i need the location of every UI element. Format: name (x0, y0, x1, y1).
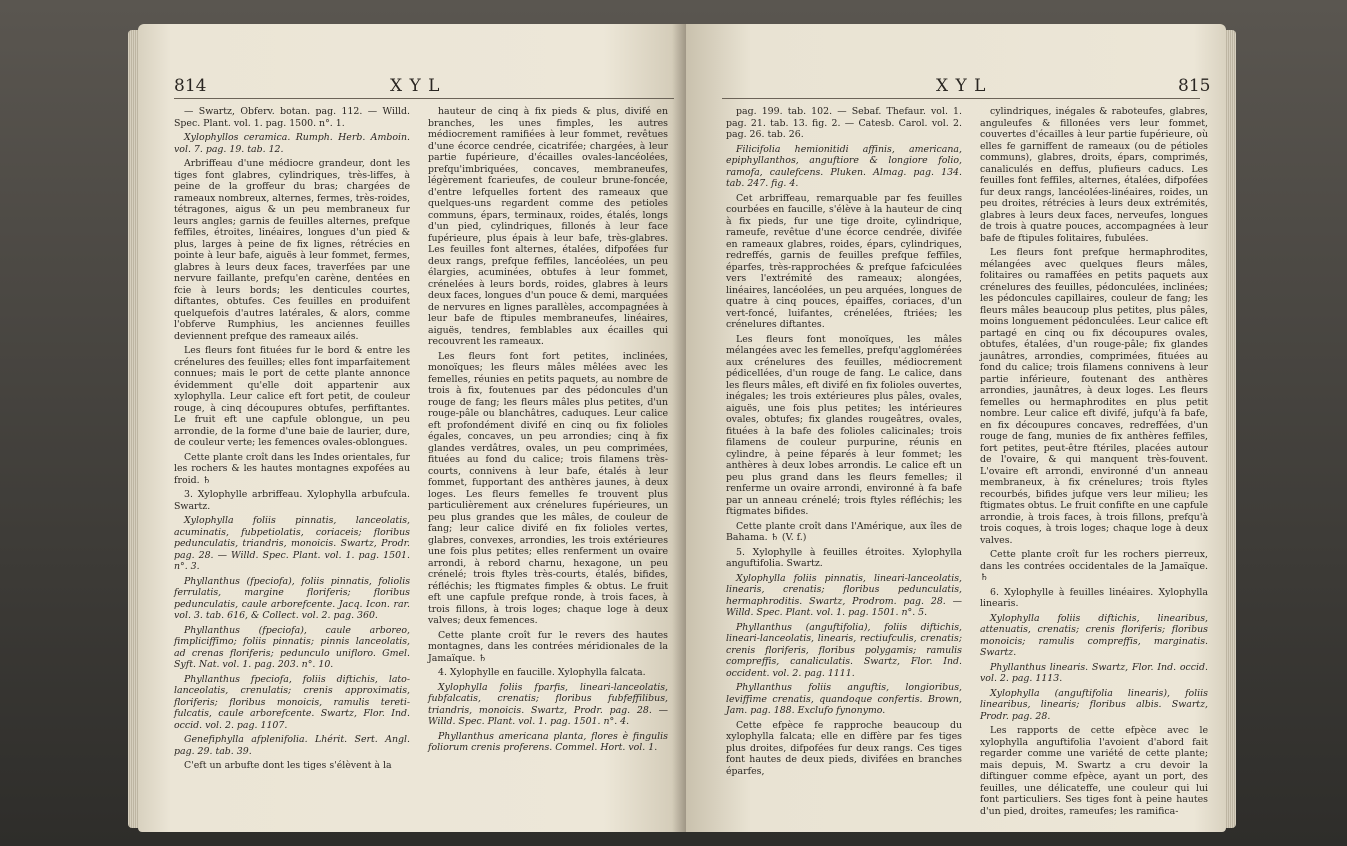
paragraph: Les rapports de cette efpèce avec le xylophylla anguftifolia l'avoient d'abord fait regarder comme une variété de cette plante; mais depuis, M. Swartz a cru devoir la diftinguer comme efpèce, ayant un port, des feuilles, une délicateffe, une couleur qui lui font particuliers. Ses tiges font à peine hautes d'un pied, droites, rameufes; les ramifica- (980, 725, 1208, 817)
paragraph: — Swartz, Obferv. botan. pag. 112. — Willd. Spec. Plant. vol. 1. pag. 1500. n°. 1. (174, 106, 410, 129)
paragraph: Phyllanthus fpeciofa, foliis diftichis, lato-lanceolatis, crenulatis; crenis approximatis, floriferis; floribus monoicis, ramulis tereti-fulcatis, caule arborefcente. Swartz, Flor. Ind. occid. vol. 2. pag. 1107. (174, 673, 410, 731)
right-running-header: X Y L (936, 76, 987, 96)
left-header-rule (174, 98, 674, 99)
right-column-1 (726, 106, 962, 780)
paragraph: Cette plante croît dans les Indes orientales, fur les rochers & les hautes montagnes expofées au froid. ♄ (174, 451, 410, 486)
paragraph: Arbriffeau d'une médiocre grandeur, dont les tiges font glabres, cylindriques, très-liffes, à peine de la groffeur du bras; chargées de rameaux nombreux, alternes, fermes, très-roides, tétragones, aigus & un peu membraneux fur leurs angles; garnis de feuilles alternes, prefque feffiles, étroites, linéaires, longues d'un pied & plus, larges à peine de fix lignes, rétrécies en pointe à leur bafe, aiguës à leur fommet, fermes, glabres à leurs deux faces, traverfées par une nervure faillante, prefqu'en carène, dentées en fcie à leurs bords; les denticules courtes, diftantes, obtufes. Ces feuilles en produifent quelquefois d'autres latérales, & alors, comme l'obferve Rumphius, les anciennes feuilles deviennent prefque des rameaux ailés. (174, 158, 410, 342)
paragraph: cylindriques, inégales & raboteufes, glabres, anguleufes & fillonées vers leur fommet, couvertes d'écailles à leur partie fupérieure, où elles fe garniffent de rameaux (ou de pétioles communs), glabres, droits, épars, comprimés, canaliculés en deffus, plufieurs caducs. Les feuilles font feffiles, alternes, étalées, difpofées fur deux rangs, lancéolées-linéaires, roides, un peu droites, rétrécies à leurs deux extrémités, glabres à leurs deux faces, nerveufes, longues de trois à quatre pouces, accompagnées à leur bafe de ftipules folitaires, fubulées. (980, 106, 1208, 244)
paragraph: Les fleurs font monoïques, les mâles mélangées avec les femelles, prefqu'agglomérées aux crénelures des feuilles, médiocrement pédicellées, d'un rouge de fang. Le calice, dans les fleurs mâles, eft divifé en fix folioles ouvertes, inégales; les trois extérieures plus pâles, ovales, aiguës, une fois plus petites; les intérieures ovales, obtufes; fix glandes rougeâtres, ovales, fituées à la bafe des folioles calicinales; trois filamens de couleur purpurine, réunis en cylindre, à peine féparés à leur fommet; les anthères à deux lobes arrondis. Le calice eft un peu plus grand dans les fleurs femelles; il renferme un ovaire arrondi, environné à fa bafe par un anneau crénelé; trois ftyles réfléchis; les ftigmates bifides. (726, 333, 962, 517)
left-column-1 (174, 106, 410, 775)
paragraph: Genefiphylla afplenifolia. Lhérit. Sert. Angl. pag. 29. tab. 39. (174, 734, 410, 757)
paragraph: pag. 199. tab. 102. — Sebaf. Thefaur. vol. 1. pag. 21. tab. 13. fig. 2. — Catesb. Carol. vol. 2. pag. 26. tab. 26. (726, 106, 962, 140)
right-column-2 (980, 106, 1208, 820)
paragraph: Xylophylla (anguftifolia linearis), foliis linearibus, linearis; floribus albis. Swartz, Prodr. pag. 28. (980, 687, 1208, 722)
right-page-number: 815 (1178, 76, 1211, 96)
paragraph: 4. Xylophylle en faucille. Xylophylla falcata. (438, 667, 646, 678)
paragraph: Phyllanthus (fpeciofa), caule arboreo, fimpliciffimo; foliis pinnatis; pinnis lanceolatis, ad crenas floriferis; pedunculo unifloro. Gmel. Syft. Nat. vol. 1. pag. 203. n°. 10. (174, 624, 410, 670)
paragraph: 5. Xylophylle à feuilles étroites. Xylophylla anguftifolia. Swartz. (726, 546, 962, 569)
paragraph: Les fleurs font fituées fur le bord & entre les crénelures des feuilles; elles font imparfaitement connues; mais le port de cette plante annonce évidemment qu'elle doit appartenir aux xylophylla. Leur calice eft fort petit, de couleur rouge, à cinq découpures obtufes, perfiftantes. Le fruit eft une capfule oblongue, un peu arrondie, de la forme d'une baie de laurier, dure, de couleur verte; les femences ovales-oblongues. (174, 345, 410, 448)
left-page-number: 814 (174, 76, 207, 96)
paragraph: Phyllanthus foliis anguftis, longioribus, leviffime crenatis, quandoque confertis. Brown, Jam. pag. 188. Exclufo fynonymo. (726, 682, 962, 716)
paragraph: Les fleurs font fort petites, inclinées, monoïques; les fleurs mâles mêlées avec les femelles, réunies en petits paquets, au nombre de trois à fix, foutenues par des pédoncules d'un rouge de fang; les fleurs mâles plus petites, d'un rouge-pâle ou blanchâtres, caduques. Leur calice eft profondément divifé en cinq ou fix folioles égales, concaves, un peu arrondies; cinq à fix glandes verdâtres, ovales, un peu comprimées, fituées au fond du calice; trois filamens très-courts, connivens à leur bafe, étalés à leur fommet, fupportant des anthères jaunes, à deux loges. Les fleurs femelles fe trouvent plus particulièrement aux crénelures fupérieures, un peu plus grandes que les mâles, de couleur de fang; leur calice divifé en fix folioles vertes, glabres, convexes, arrondies, les trois extérieures une fois plus petites; elles renferment un ovaire arrondi, à rebord charnu, hexagone, un peu crénelé; trois ftyles très-courts, étalés, bifides, réfléchis; les ftigmates fimples & obtus. Le fruit eft une capfule prefque ronde, à trois faces, à trois fillons, à trois loges; chaque loge à deux valves; deux femences. (428, 350, 668, 626)
paragraph: Cet arbriffeau, remarquable par fes feuilles courbées en faucille, s'élève à la hauteur de cinq à fix pieds, fur une tige droite, cylindrique, rameufe, revêtue d'une écorce cendrée, divifée en rameaux glabres, roides, épars, cylindriques, redreffés, garnis de feuilles prefque feffiles, éparfes, très-rapprochées & prefque fafciculées vers l'extrémité des rameaux; alongées, linéaires, lancéolées, un peu arquées, longues de quatre à cinq pouces, épaiffes, coriaces, d'un vert-foncé, luifantes, crénelées, ftriées; les crénelures diftantes. (726, 192, 962, 330)
paragraph: Phyllanthus (anguftifolia), foliis diftichis, lineari-lanceolatis, linearis, rectiufculis, crenatis; crenis floriferis, floribus polygamis; ramulis compreffis, canaliculatis. Swartz, Flor. Ind. occident. vol. 2. pag. 1111. (726, 621, 962, 679)
paragraph: Les fleurs font prefque hermaphrodites, mélangées avec quelques fleurs mâles, folitaires ou ramaffées en petits paquets aux crénelures des feuilles, pédonculées, inclinées; les pédoncules capillaires, couleur de fang; les fleurs mâles beaucoup plus petites, plus pâles, moins longuement pédonculées. Leur calice eft partagé en cinq ou fix découpures ovales, obtufes, étalées, d'un rouge-pâle; fix glandes jaunâtres, arrondies, comprimées, fituées au fond du calice; trois filamens connivens à leur partie inférieure, foutenant des anthères arrondies, jaunâtres, à deux loges. Les fleurs femelles ou hermaphrodites en plus petit nombre. Leur calice eft divifé, jufqu'à fa bafe, en fix découpures concaves, redreffées, d'un rouge de fang, munies de fix anthères feffiles, fort petites, peut-être ftériles, placées autour de l'ovaire, & qui manquent très-fouvent. L'ovaire eft arrondi, environné d'un anneau membraneux, à fix crénelures; trois ftyles recourbés, bifides jufque vers leur milieu; les ftigmates obtus. Le fruit confifte en une capfule arrondie, à trois faces, à trois fillons, prefqu'à trois coques, à trois loges; chaque loge à deux valves. (980, 247, 1208, 546)
paragraph: Cette plante croît fur le revers des hautes montagnes, dans les contrées méridionales de la Jamaïque. ♄ (428, 629, 668, 664)
paragraph: Xylophylla foliis pinnatis, lineari-lanceolatis, linearis, crenatis; floribus pedunculatis, hermaphroditis. Swartz, Prodrom. pag. 28. — Willd. Spec. Plant. vol. 1. pag. 1501. n°. 5. (726, 572, 962, 618)
paragraph: C'eft un arbufte dont les tiges s'élèvent à la (184, 760, 392, 771)
paragraph: Cette plante croît dans l'Amérique, aux îles de Bahama. ♄ (V. f.) (726, 520, 962, 543)
paragraph: Cette plante croît fur les rochers pierreux, dans les contrées occidentales de la Jamaïque. ♄ (980, 549, 1208, 583)
left-page (138, 24, 686, 832)
paragraph: Phyllanthus linearis. Swartz, Flor. Ind. occid. vol. 2. pag. 1113. (980, 661, 1208, 684)
left-column-2 (428, 106, 668, 757)
paragraph: 3. Xylophylle arbriffeau. Xylophylla arbufcula. Swartz. (174, 489, 410, 512)
paragraph: hauteur de cinq à fix pieds & plus, divifé en branches, les unes fimples, les autres médiocrement ramifiées à leur fommet, revêtues d'une écorce cendrée, cicatrifée; chargées, à leur partie fupérieure, d'écailles ovales-lancéolées, prefqu'imbriquées, concaves, membraneufes, légèrement fcarieufes, de couleur brune-foncée, d'entre lefquelles fortent des rameaux que quelques-uns regardent comme des petioles communs, épars, terminaux, roides, étalés, longs d'un pied, cylindriques, fillonés à leur face fupérieure, plus épais à leur bafe, très-glabres. Les feuilles font alternes, étalées, difpofées fur deux rangs, prefque feffiles, lancéolées, un peu élargies, acuminées, obtufes à leur fommet, crénelées à leurs bords, roides, glabres à leurs deux faces, longues d'un pouce & demi, marquées de nervures en lignes parallèles, accompagnées à leur bafe de ftipules membraneufes, linéaires, aiguës, tendres, femblables aux écailles qui recouvrent les rameaux. (428, 106, 668, 347)
paragraph: Filicifolia hemionitidi affinis, americana, epiphyllanthos, anguftiore & longiore folio, ramofa, caulefcens. Pluken. Almag. pag. 134. tab. 247. fig. 4. (726, 143, 962, 189)
paragraph: Phyllanthus americana planta, flores è fingulis foliorum crenis proferens. Commel. Hort. vol. 1. (428, 730, 668, 753)
right-page (686, 24, 1226, 832)
paragraph: Xylophyllos ceramica. Rumph. Herb. Amboin. vol. 7. pag. 19. tab. 12. (174, 132, 410, 155)
paragraph: Xylophylla foliis fparfis, lineari-lanceolatis, fubfalcatis, crenatis; floribus fubfeffilibus, triandris, monoicis. Swartz, Prodr. pag. 28. — Willd. Spec. Plant. vol. 1. pag. 1501. n°. 4. (428, 681, 668, 727)
paragraph: 6. Xylophylle à feuilles linéaires. Xylophylla linearis. (980, 586, 1208, 609)
left-running-header: X Y L (390, 76, 441, 96)
paragraph: Cette efpèce fe rapproche beaucoup du xylophylla falcata; elle en diffère par fes tiges plus droites, difpofées fur deux rangs. Ces tiges font hautes de deux pieds, divifées en branches éparfes, (726, 719, 962, 777)
right-header-rule (722, 98, 1200, 99)
paragraph: Xylophylla foliis diftichis, linearibus, attenuatis, crenatis; crenis floriferis; floribus monoicis; ramulis compreffis, marginatis. Swartz. (980, 612, 1208, 658)
paragraph: Xylophylla foliis pinnatis, lanceolatis, acuminatis, fubpetiolatis, coriaceis; floribus pedunculatis, triandris, monoicis. Swartz, Prodr. pag. 28. — Willd. Spec. Plant. vol. 1. pag. 1501. n°. 3. (174, 515, 410, 572)
paragraph: Phyllanthus (fpeciofa), foliis pinnatis, foliolis ferrulatis, margine floriferis; floribus pedunculatis, caule arborefcente. Jacq. Icon. rar. vol. 3. tab. 616, & Collect. vol. 2. pag. 360. (174, 575, 410, 621)
